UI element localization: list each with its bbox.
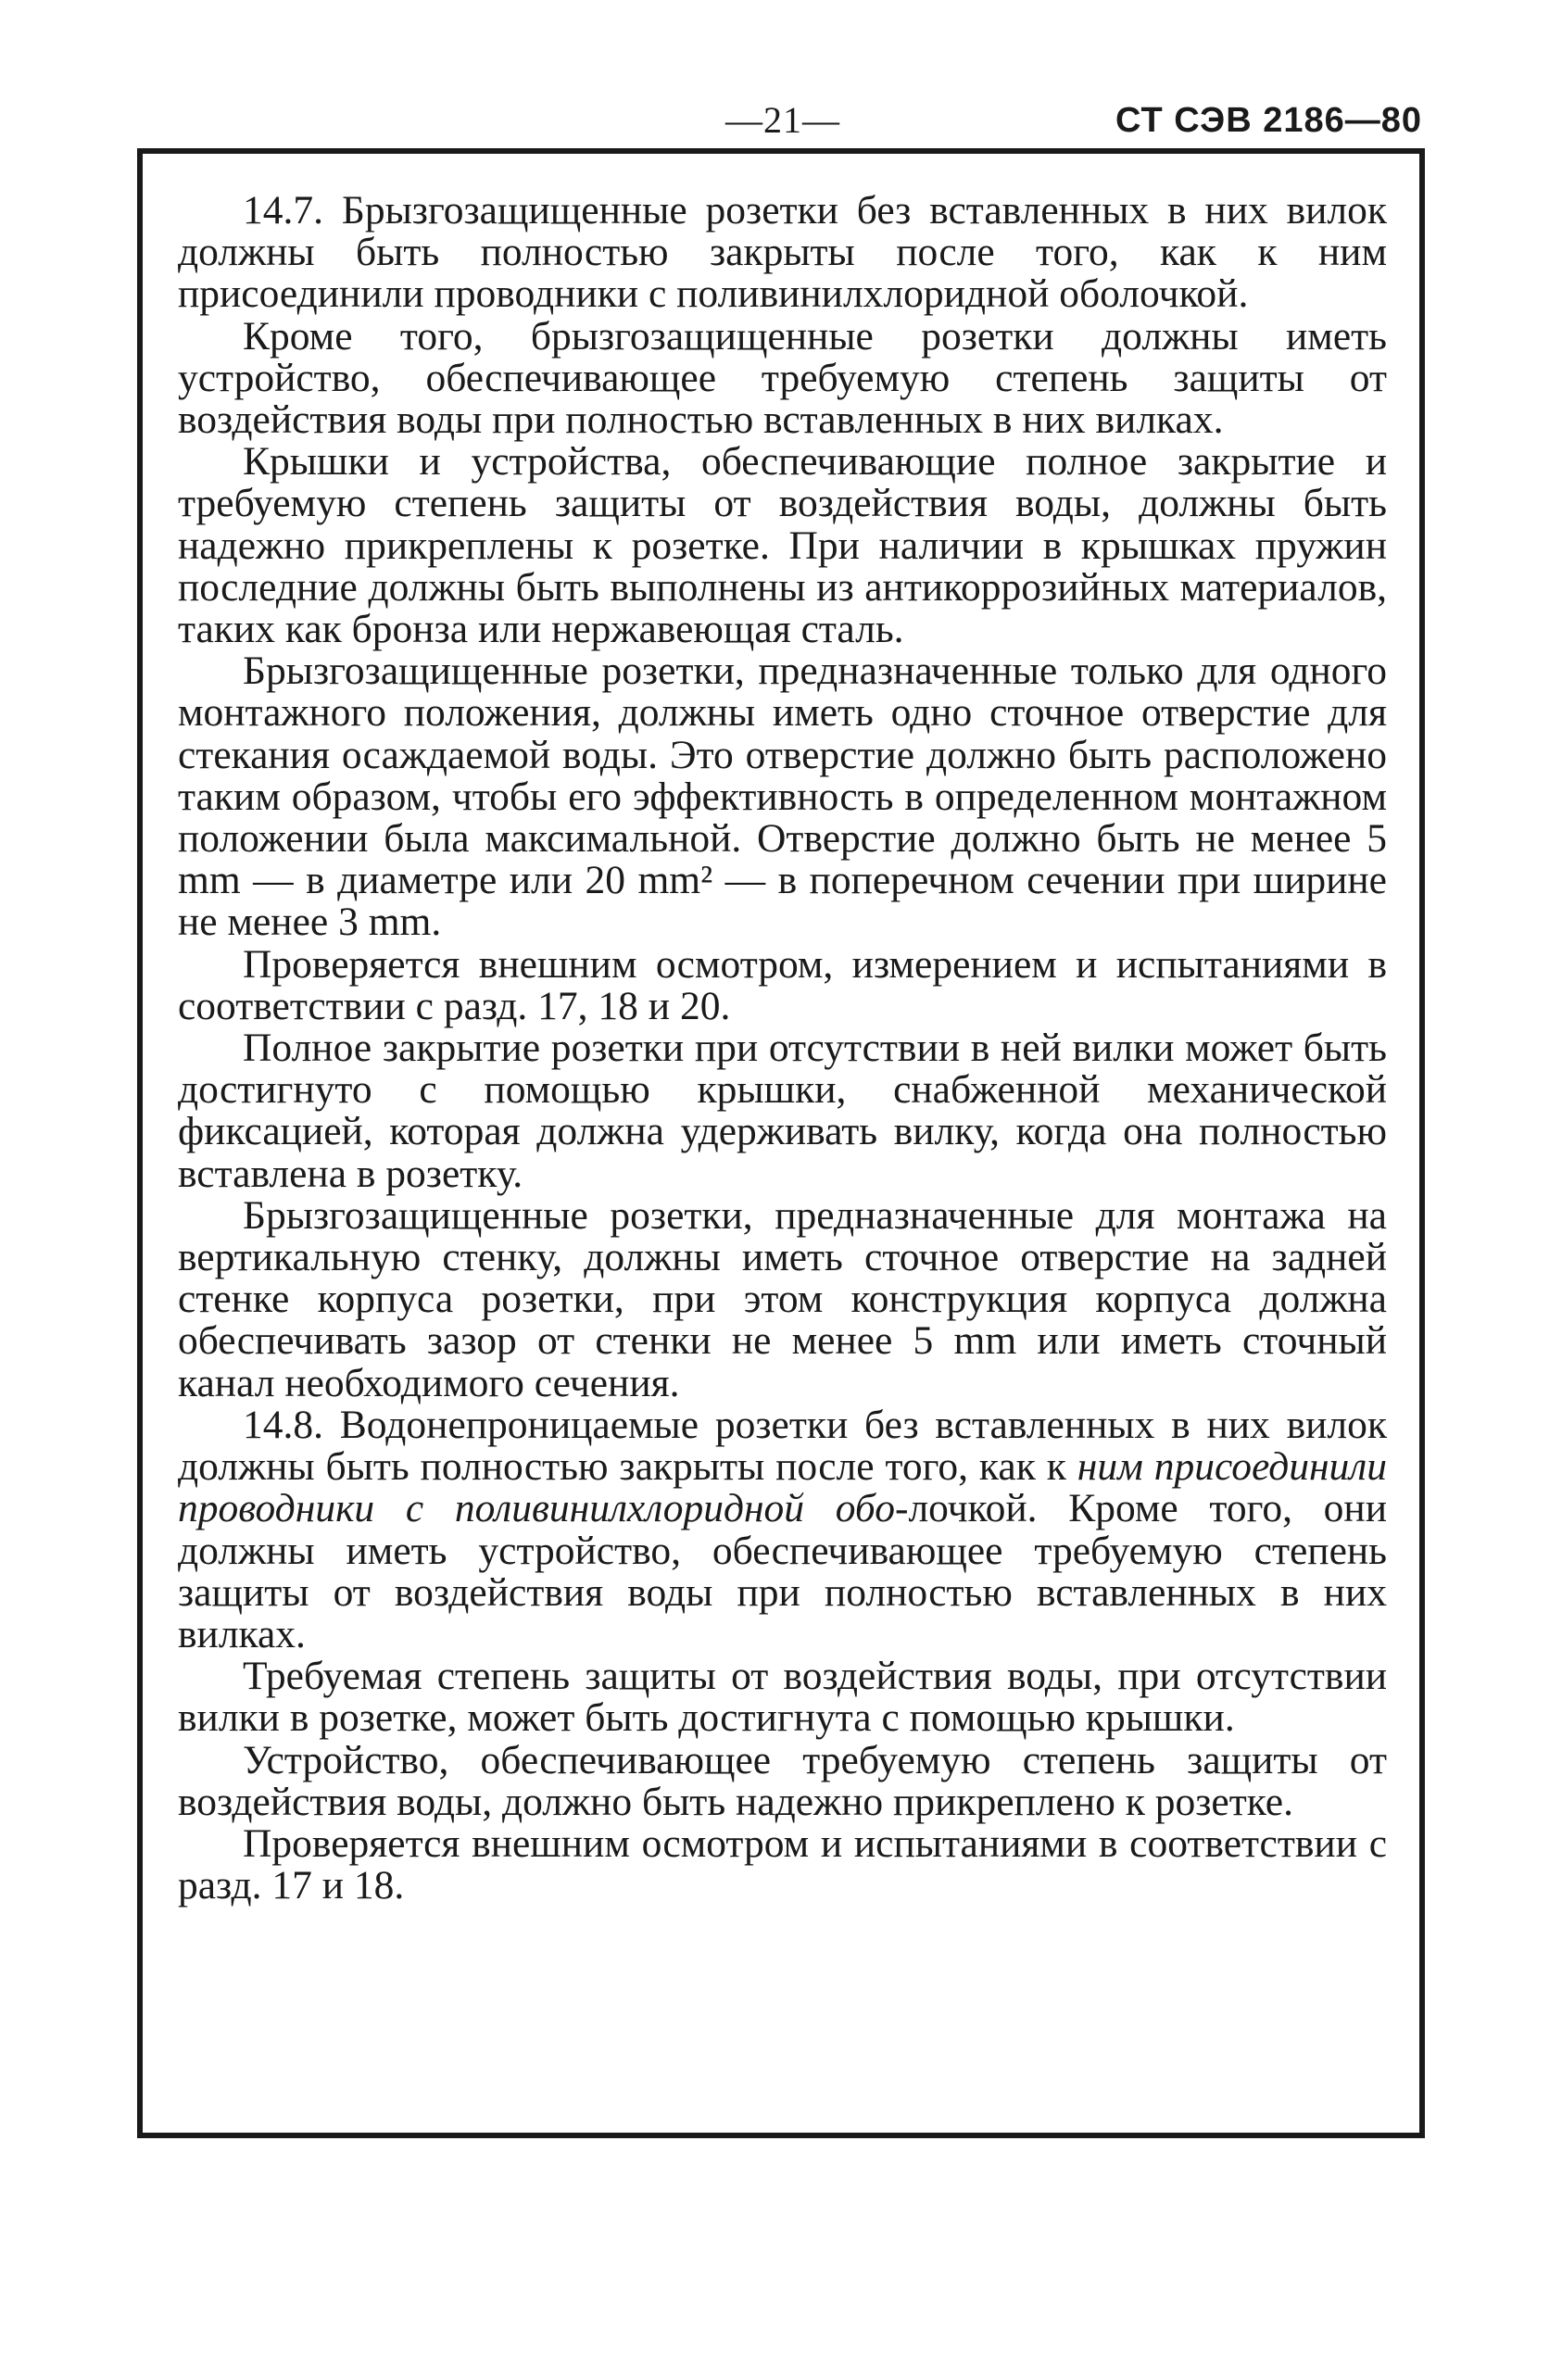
paragraph-text: 14.8. Водонепроницаемые розетки без вставленных в них вилок должны быть полностью закрыты после того, как к	[178, 1402, 1387, 1490]
italic-text: ним присоединили проводники с поливинилхлоридной обо-	[178, 1444, 1388, 1531]
paragraph: Требуемая степень защиты от воздействия воды, при отсутствии вилки в розетке, может быть достигнута с помощью крышки.	[178, 1654, 1387, 1741]
paragraph-text: лочкой. Кроме того, они должны иметь устройство, обеспечивающее требуемую степень защиты от воздействия воды при полностью вставленных в них вилках.	[178, 1486, 1387, 1656]
page-number: —21—	[725, 99, 840, 141]
paragraph-check: Проверяется внешним осмотром, измерением и испытаниями в соответствии с разд. 17, 18 и 20.	[178, 941, 1387, 1028]
paragraph-14-7: 14.7. Брызгозащищенные розетки без вставленных в них вилок должны быть полностью закрыты после того, как к ним присоединили проводники с поливинилхлоридной оболочкой.	[178, 188, 1387, 317]
paragraph: Полное закрытие розетки при отсутствии в ней вилки может быть достигнуто с помощью крышки, снабженной механической фиксацией, которая должна удерживать вилку, когда она полностью вставлена в розетку.	[178, 1026, 1387, 1196]
paragraph-14-8	[178, 1404, 1387, 1656]
paragraph: Кроме того, брызгозащищенные розетки должны иметь устройство, обеспечивающее требуемую степень защиты от воздействия воды при полностью вставленных в них вилках.	[178, 313, 1387, 443]
document-code: СТ СЭВ 2186—80	[1115, 101, 1422, 140]
paragraph: Устройство, обеспечивающее требуемую степень защиты от воздействия воды, должно быть надежно прикреплено к розетке.	[178, 1737, 1387, 1824]
paragraph: Брызгозащищенные розетки, предназначенные только для одного монтажного положения, должны иметь одно сточное отверстие для стекания осаждаемой воды. Это отверстие должно быть расположено таким образом, чтобы его эффективность в определенном монтажном положении была максимальной. Отверстие должно быть не менее 5 mm — в диаметре или 20 mm² — в поперечном сечении при ширине не менее 3 mm.	[178, 649, 1387, 945]
page-header	[139, 93, 1427, 148]
paragraph: Брызгозащищенные розетки, предназначенные для монтажа на вертикальную стенку, должны иметь сточное отверстие на задней стенке корпуса розетки, при этом конструкция корпуса должна обеспечивать зазор от стенки не менее 5 mm или иметь сточный канал необходимого сечения.	[178, 1192, 1387, 1405]
paragraph-check: Проверяется внешним осмотром и испытаниями в соответствии с разд. 17 и 18.	[178, 1820, 1387, 1908]
paragraph: Крышки и устройства, обеспечивающие полное закрытие и требуемую степень защиты от воздействия воды, должны быть надежно прикреплены к розетке. При наличии в крышках пружин последние должны быть выполнены из антикоррозийных материалов, таких как бронза или нержавеющая сталь.	[178, 439, 1387, 652]
document-body	[178, 190, 1387, 1907]
